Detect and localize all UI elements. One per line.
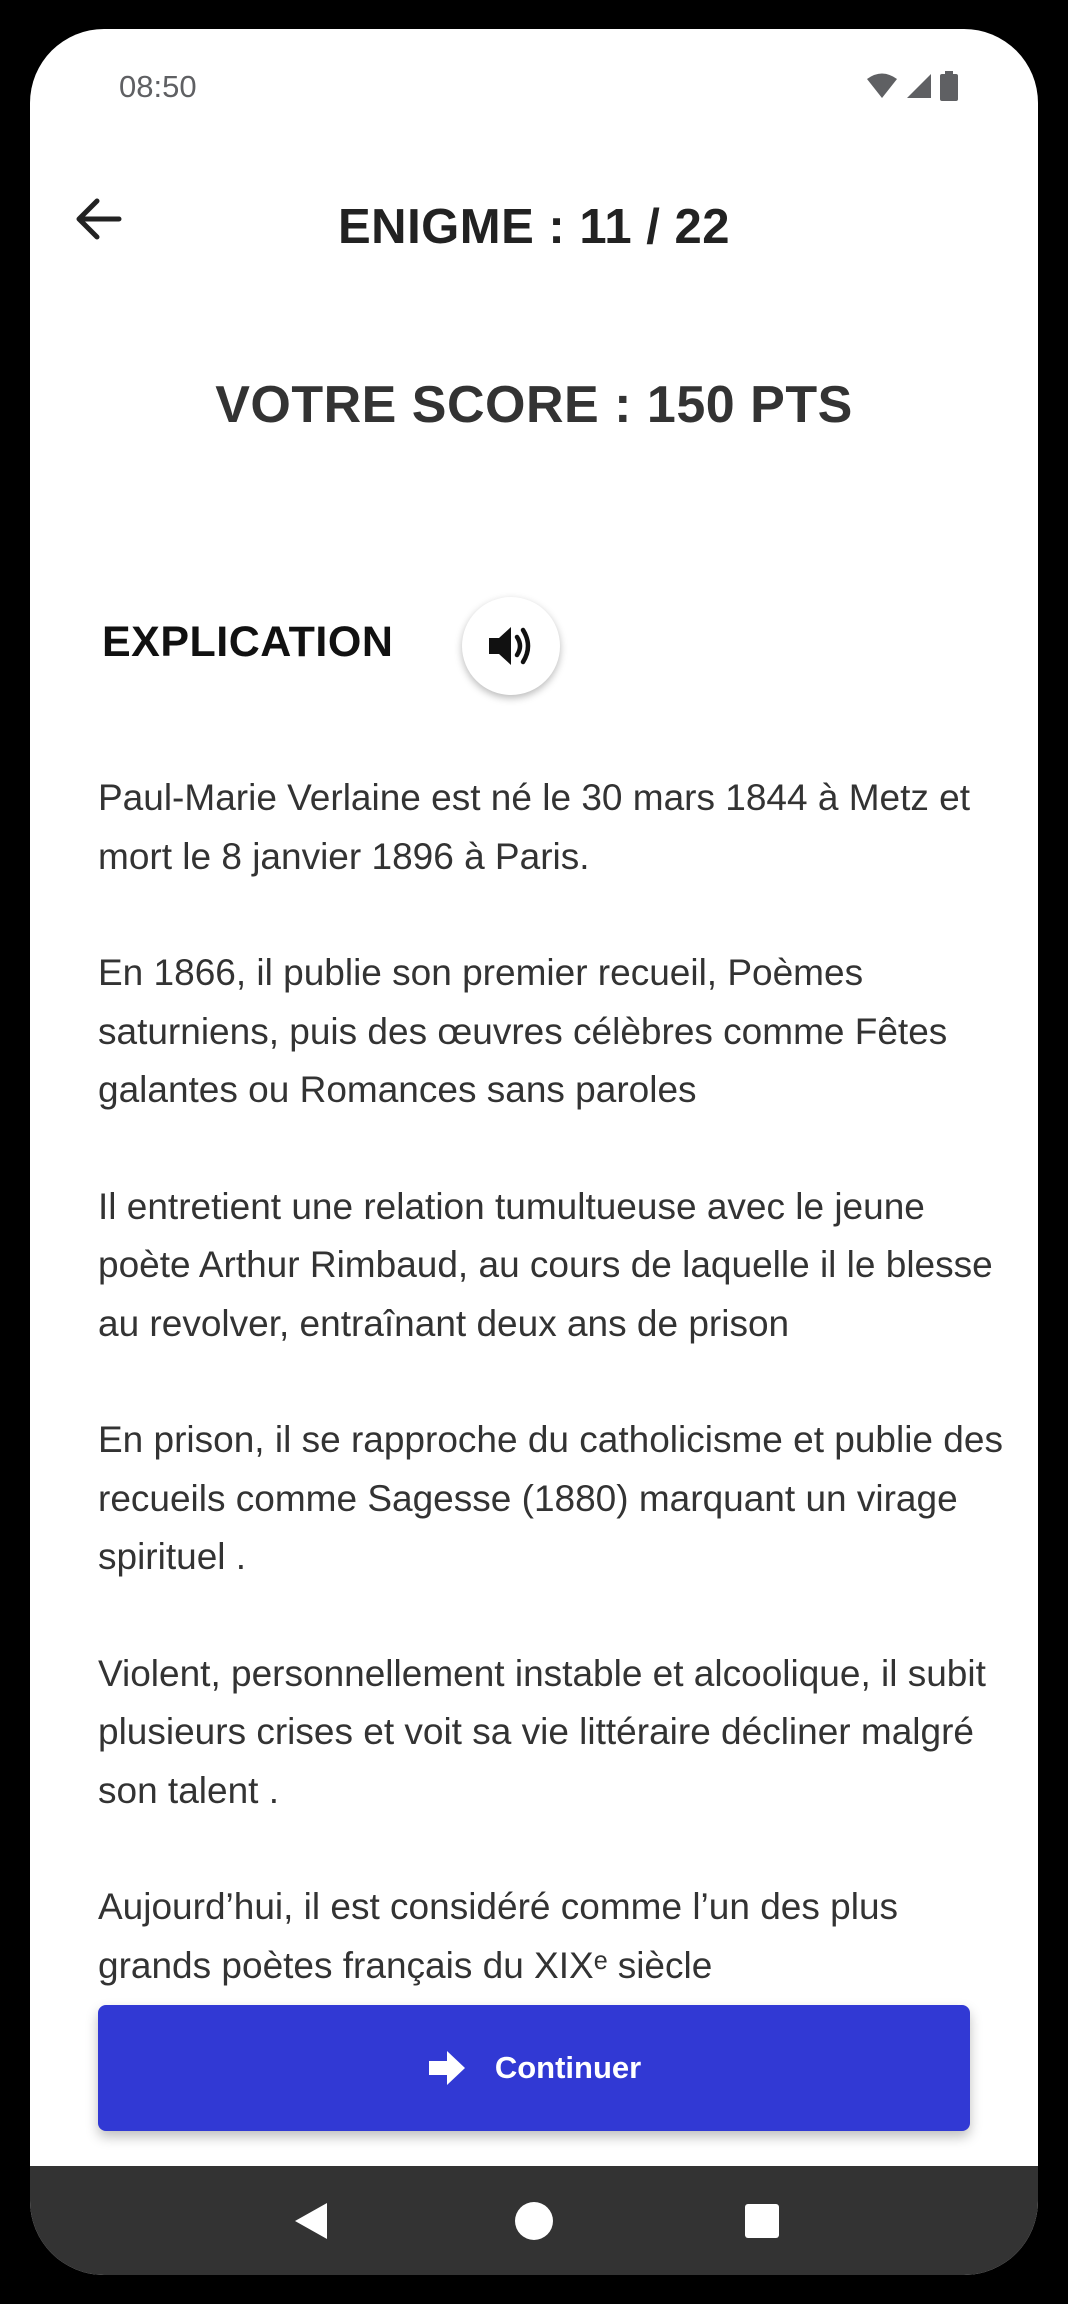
nav-back-icon [293, 2201, 329, 2241]
continue-label: Continuer [494, 2050, 642, 2085]
explanation-paragraph: En 1866, il publie son premier recueil, Poèmes saturniens, puis des œuvres célèbres comme Fêtes galantes ou Romances sans paroles [98, 952, 948, 1110]
status-time: 08:50 [119, 69, 197, 104]
explanation-paragraph: En prison, il se rapproche du catholicisme et publie des recueils comme Sagesse (1880) marquant un virage spirituel . [98, 1419, 1003, 1577]
nav-back-button[interactable] [276, 2186, 346, 2256]
cellular-signal-icon [906, 73, 932, 99]
status-icons [866, 69, 958, 103]
nav-home-icon [514, 2201, 554, 2241]
page-title: ENIGME : 11 / 22 [338, 200, 730, 254]
speaker-volume-icon [487, 624, 535, 668]
system-navigation-bar [30, 2166, 1038, 2275]
screen [30, 29, 1038, 2275]
continue-button[interactable] [98, 2005, 970, 2131]
audio-play-button[interactable] [462, 597, 560, 695]
explanation-paragraph: Aujourd’hui, il est considéré comme l’un des plus grands poètes français du XIXᵉ siècle [98, 1886, 899, 1986]
arrow-right-icon [427, 2050, 467, 2086]
explanation-content[interactable] [98, 769, 1008, 2037]
score-text: VOTRE SCORE : 150 PTS [215, 376, 853, 434]
nav-recents-button[interactable] [727, 2186, 797, 2256]
nav-recents-icon [744, 2203, 780, 2239]
battery-icon [940, 71, 958, 101]
nav-home-button[interactable] [499, 2186, 569, 2256]
explanation-paragraph: Violent, personnellement instable et alcoolique, il subit plusieurs crises et voit sa vie littéraire décliner malgré son talent . [98, 1652, 986, 1811]
wifi-icon [866, 73, 898, 99]
status-bar [30, 29, 1038, 149]
explication-title: EXPLICATION [102, 618, 394, 666]
explanation-paragraph: Paul-Marie Verlaine est né le 30 mars 1844 à Metz et mort le 8 janvier 1896 à Paris. [98, 777, 971, 877]
explanation-paragraph: Il entretient une relation tumultueuse avec le jeune poète Arthur Rimbaud, au cours de laquelle il le blesse au revolver, entraînant deux ans de prison [98, 1185, 993, 1344]
